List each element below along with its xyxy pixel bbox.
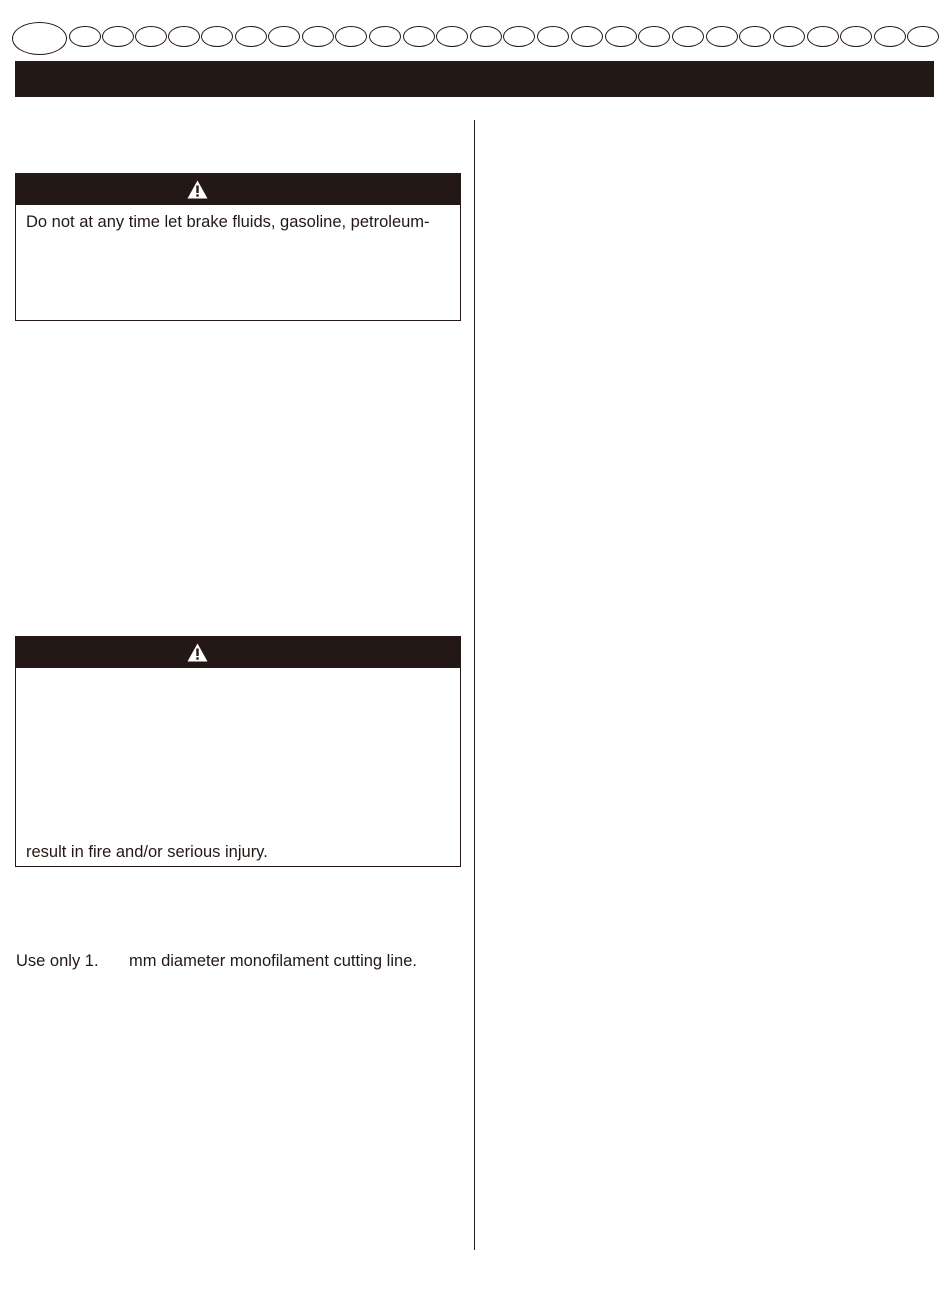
language-tab[interactable] [335,26,367,47]
language-tab[interactable] [503,26,535,47]
language-tab-active[interactable] [12,22,67,55]
language-tab[interactable] [470,26,502,47]
language-tab[interactable] [369,26,401,47]
language-tab[interactable] [874,26,906,47]
cutting-line-suffix: mm diameter monofilament cutting line. [129,952,417,970]
language-tab[interactable] [302,26,334,47]
language-tab[interactable] [168,26,200,47]
language-tab[interactable] [605,26,637,47]
language-tab[interactable] [807,26,839,47]
language-tab[interactable] [403,26,435,47]
language-tab[interactable] [102,26,134,47]
language-tab[interactable] [69,26,101,47]
language-tab[interactable] [537,26,569,47]
language-tab[interactable] [436,26,468,47]
language-tab[interactable] [706,26,738,47]
warning-header [16,174,460,205]
language-tab[interactable] [268,26,300,47]
column-divider [474,120,475,1250]
warning-header [16,637,460,668]
language-tab[interactable] [201,26,233,47]
language-tab[interactable] [773,26,805,47]
language-tab[interactable] [638,26,670,47]
language-tab[interactable] [571,26,603,47]
language-tab[interactable] [672,26,704,47]
warning-box [15,636,461,867]
cutting-line-prefix: Use only 1. [16,952,99,970]
warning-triangle-icon [187,180,208,199]
language-tab[interactable] [907,26,939,47]
language-tab[interactable] [135,26,167,47]
section-header-bar [15,61,934,97]
warning-text: result in fire and/or serious injury. [26,843,268,861]
warning-triangle-icon [187,643,208,662]
language-tab[interactable] [739,26,771,47]
language-tabs [12,20,942,56]
language-tab[interactable] [840,26,872,47]
warning-box [15,173,461,321]
language-tab[interactable] [235,26,267,47]
warning-text: Do not at any time let brake fluids, gasoline, petroleum- [26,213,430,231]
